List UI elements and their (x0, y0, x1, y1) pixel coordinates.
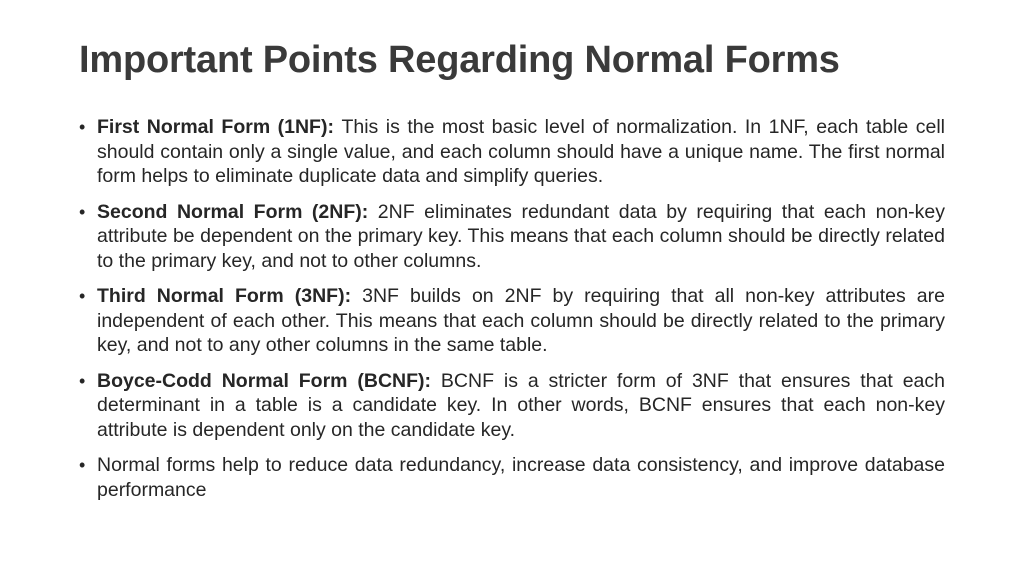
point-term: First Normal Form (1NF): (97, 116, 342, 138)
point-term: Third Normal Form (3NF): (97, 285, 363, 307)
bullet-point-summary (79, 453, 945, 502)
point-text: This is the most basic level of normalization. In 1NF, each table cell should contain only a single value, and each column should have a unique name. The first normal form helps to eliminate duplicate data and simplify queries. (97, 116, 946, 187)
bullet-icon: • (79, 201, 86, 222)
point-text: 2NF eliminates redundant data by requiring that each non-key attribute be dependent on the primary key. This means that each column should be directly related to the primary key, and not to other columns. (97, 200, 946, 272)
bullet-point-3nf (79, 284, 945, 358)
point-text: 3NF builds on 2NF by requiring that all non-key attributes are independent of each other. This means that each column should be directly related to the primary key, and not to any other columns in the same table. (97, 285, 945, 356)
bullet-point-2nf (79, 200, 945, 274)
bullet-icon: • (79, 455, 86, 475)
point-text: Normal forms help to reduce data redundancy, increase data consistency, and improve database performance (97, 454, 945, 501)
point-term: Second Normal Form (2NF): (97, 200, 378, 223)
bullet-icon: • (79, 370, 86, 391)
slide-title: Important Points Regarding Normal Forms (79, 39, 840, 81)
bullet-list (79, 115, 945, 502)
point-text: BCNF is a stricter form of 3NF that ensures that each determinant in a table is a candidate key. In other words, BCNF ensures that each non-key attribute is dependent only on the candidate key. (97, 369, 945, 441)
point-term: Boyce-Codd Normal Form (BCNF): (97, 369, 441, 392)
bullet-icon: • (79, 286, 86, 306)
bullet-icon: • (79, 117, 86, 137)
bullet-point-1nf (79, 115, 945, 189)
bullet-point-bcnf (79, 369, 945, 443)
